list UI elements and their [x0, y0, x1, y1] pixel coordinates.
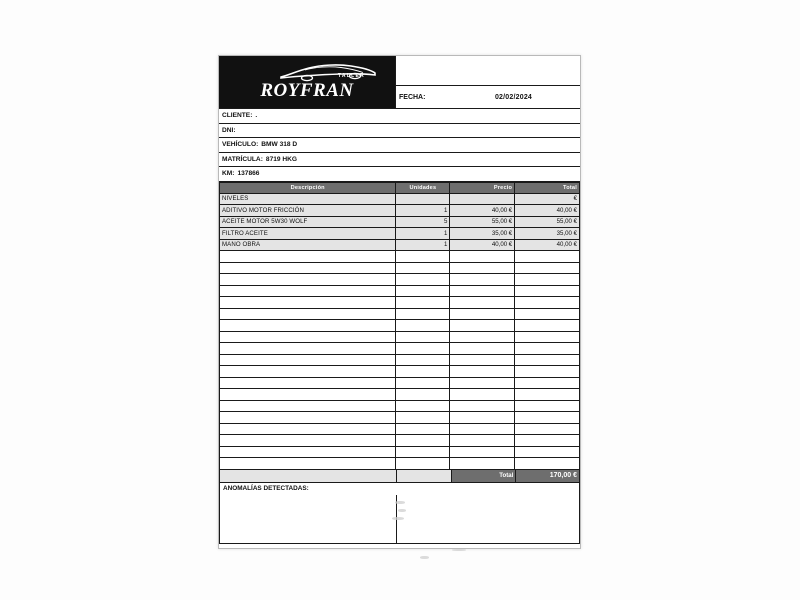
cell-precio	[450, 446, 515, 458]
cell-unidades	[396, 343, 450, 355]
cell-descripcion	[220, 412, 396, 424]
anomalies-label: ANOMALÍAS DETECTADAS:	[223, 485, 309, 492]
table-row	[220, 343, 580, 355]
cell-precio	[450, 297, 515, 309]
cell-unidades	[396, 251, 450, 263]
logo-taller-text: TALLER	[337, 73, 365, 79]
cell-descripcion: ADITIVO MOTOR FRICCIÓN	[220, 205, 396, 217]
cell-unidades	[396, 274, 450, 286]
scan-smudge	[395, 501, 405, 504]
cell-unidades	[396, 354, 450, 366]
cell-total	[515, 377, 580, 389]
cell-unidades	[396, 412, 450, 424]
field-value-km: 137866	[237, 170, 260, 178]
cell-unidades	[396, 366, 450, 378]
cell-total	[515, 412, 580, 424]
field-row-vehiculo	[219, 138, 580, 153]
cell-precio	[450, 308, 515, 320]
field-label-matricula: MATRÍCULA:	[222, 155, 263, 163]
anomalies-writing-area	[220, 495, 579, 543]
cell-unidades	[396, 262, 450, 274]
cell-descripcion	[220, 285, 396, 297]
table-row	[220, 446, 580, 458]
cell-precio	[450, 331, 515, 343]
cell-total	[515, 308, 580, 320]
cell-total	[515, 446, 580, 458]
cell-total	[515, 389, 580, 401]
sports-car-icon	[279, 62, 377, 82]
total-value: 170,00 €	[549, 472, 577, 479]
scan-smudge	[392, 517, 404, 520]
table-row	[220, 354, 580, 366]
cell-unidades: 1	[396, 239, 450, 251]
column-header-total: Total	[515, 182, 580, 193]
cell-precio	[450, 400, 515, 412]
table-row	[220, 216, 580, 228]
cell-unidades: 1	[396, 228, 450, 240]
cell-precio: 40,00 €	[450, 239, 515, 251]
cell-descripcion	[220, 274, 396, 286]
field-label-dni: DNI:	[222, 126, 236, 134]
cell-unidades: 1	[396, 205, 450, 217]
cell-total: 40,00 €	[515, 205, 580, 217]
field-row-cliente	[219, 109, 580, 124]
table-row	[220, 228, 580, 240]
date-label: FECHA:	[399, 93, 426, 101]
anomalies-section	[219, 483, 580, 544]
cell-descripcion	[220, 343, 396, 355]
cell-unidades	[396, 320, 450, 332]
cell-total	[515, 320, 580, 332]
cell-total: €	[515, 193, 580, 205]
cell-precio	[450, 251, 515, 263]
cell-descripcion	[220, 389, 396, 401]
cell-total	[515, 458, 580, 470]
table-row	[220, 297, 580, 309]
cell-total: 40,00 €	[515, 239, 580, 251]
cell-descripcion	[220, 423, 396, 435]
scan-smudge	[398, 509, 406, 512]
cell-total	[515, 262, 580, 274]
cell-total: 35,00 €	[515, 228, 580, 240]
cell-precio	[450, 435, 515, 447]
items-table	[219, 182, 580, 470]
cell-unidades	[396, 285, 450, 297]
cell-precio	[450, 354, 515, 366]
cell-precio: 55,00 €	[450, 216, 515, 228]
field-value-vehiculo: BMW 318 D	[261, 141, 298, 149]
table-row	[220, 320, 580, 332]
table-row	[220, 193, 580, 205]
cell-total	[515, 423, 580, 435]
scan-smudge	[452, 549, 466, 551]
cell-precio	[450, 389, 515, 401]
table-row	[220, 331, 580, 343]
table-row	[220, 458, 580, 470]
scan-smudge	[420, 556, 429, 559]
cell-precio	[450, 377, 515, 389]
table-row	[220, 251, 580, 263]
cell-unidades	[396, 389, 450, 401]
table-row	[220, 400, 580, 412]
cell-unidades	[396, 297, 450, 309]
cell-total	[515, 343, 580, 355]
cell-descripcion	[220, 262, 396, 274]
cell-unidades	[396, 435, 450, 447]
date-value: 02/02/2024	[494, 93, 533, 101]
table-row	[220, 366, 580, 378]
cell-descripcion	[220, 297, 396, 309]
cell-precio	[450, 320, 515, 332]
cell-total	[515, 285, 580, 297]
field-row-dni	[219, 124, 580, 139]
table-row	[220, 389, 580, 401]
cell-descripcion	[220, 366, 396, 378]
cell-descripcion	[220, 400, 396, 412]
table-row	[220, 435, 580, 447]
logo-brand-text: ROYFRAN	[260, 80, 354, 101]
cell-precio	[450, 274, 515, 286]
cell-precio: 40,00 €	[450, 205, 515, 217]
cell-total	[515, 366, 580, 378]
table-row	[220, 274, 580, 286]
total-row-blank	[220, 470, 397, 482]
cell-total	[515, 251, 580, 263]
total-row	[219, 470, 580, 483]
cell-descripcion	[220, 435, 396, 447]
date-row	[396, 86, 580, 108]
cell-precio	[450, 412, 515, 424]
cell-unidades: 5	[396, 216, 450, 228]
cell-unidades	[396, 446, 450, 458]
table-row	[220, 239, 580, 251]
table-row	[220, 285, 580, 297]
field-row-matricula	[219, 153, 580, 168]
cell-descripcion	[220, 458, 396, 470]
cell-total	[515, 354, 580, 366]
table-row	[220, 412, 580, 424]
cell-descripcion	[220, 331, 396, 343]
total-row-mid	[397, 470, 452, 482]
cell-total	[515, 400, 580, 412]
field-value-cliente: .	[255, 112, 258, 120]
cell-descripcion: NIVELES	[220, 193, 396, 205]
cell-unidades	[396, 458, 450, 470]
cell-descripcion	[220, 251, 396, 263]
cell-total	[515, 274, 580, 286]
cell-descripcion	[220, 308, 396, 320]
field-label-vehiculo: VEHÍCULO:	[222, 141, 259, 149]
column-header-descripcion: Descripción	[220, 182, 396, 193]
cell-descripcion: FILTRO ACEITE	[220, 228, 396, 240]
cell-descripcion	[220, 320, 396, 332]
cell-precio	[450, 423, 515, 435]
cell-descripcion: MANO OBRA	[220, 239, 396, 251]
table-row	[220, 377, 580, 389]
workshop-logo	[219, 56, 396, 108]
cell-unidades	[396, 193, 450, 205]
cell-total	[515, 435, 580, 447]
table-row	[220, 423, 580, 435]
cell-descripcion	[220, 377, 396, 389]
total-label: Total	[452, 470, 517, 482]
table-row	[220, 262, 580, 274]
field-value-matricula: 8719 HKG	[265, 155, 298, 163]
column-header-precio: Precio	[450, 182, 515, 193]
cell-precio	[450, 343, 515, 355]
invoice-sheet	[218, 55, 581, 549]
cell-total	[515, 331, 580, 343]
cell-precio	[450, 193, 515, 205]
cell-total	[515, 297, 580, 309]
cell-descripcion	[220, 446, 396, 458]
cell-unidades	[396, 423, 450, 435]
table-row	[220, 308, 580, 320]
cell-unidades	[396, 400, 450, 412]
cell-precio: 35,00 €	[450, 228, 515, 240]
cell-precio	[450, 262, 515, 274]
cell-unidades	[396, 377, 450, 389]
cell-descripcion	[220, 354, 396, 366]
cell-precio	[450, 458, 515, 470]
cell-unidades	[396, 331, 450, 343]
cell-total: 55,00 €	[515, 216, 580, 228]
header-right-block	[396, 56, 580, 108]
table-row	[220, 205, 580, 217]
items-table-header-row	[220, 182, 580, 193]
field-label-cliente: CLIENTE:	[222, 112, 253, 120]
column-header-unidades: Unidades	[396, 182, 450, 193]
field-row-km	[219, 167, 580, 182]
field-label-km: KM:	[222, 170, 235, 178]
cell-precio	[450, 366, 515, 378]
cell-unidades	[396, 308, 450, 320]
cell-precio	[450, 285, 515, 297]
header-blank-cell	[396, 56, 580, 86]
invoice-header	[219, 56, 580, 109]
cell-descripcion: ACEITE MOTOR 5W30 WOLF	[220, 216, 396, 228]
